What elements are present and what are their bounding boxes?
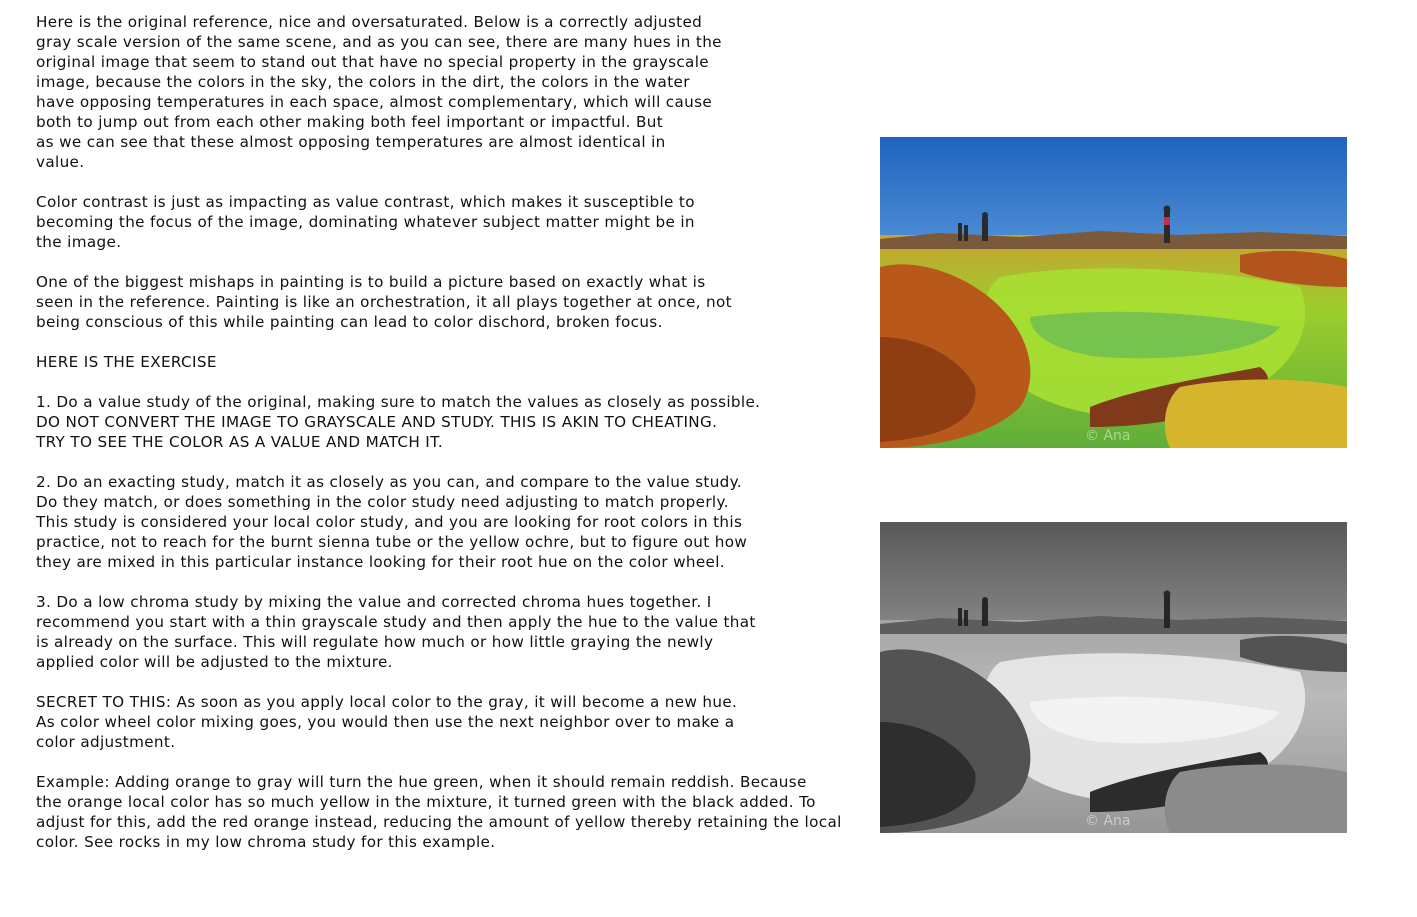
text-line: Do they match, or does something in the color study need adjusting to match properly. [36,493,729,511]
sky [880,522,1347,632]
text-line: 1. Do a value study of the original, making sure to match the values as closely as possible. [36,393,761,411]
color-reference-photo [880,137,1347,448]
text-line: seen in the reference. Painting is like an orchestration, it all plays together at once, not [36,293,732,311]
text-line: TRY TO SEE THE COLOR AS A VALUE AND MATCH IT. [36,433,444,451]
text-line: Color contrast is just as impacting as value contrast, which makes it susceptible to [36,193,695,211]
text-line: is already on the surface. This will regulate how much or how little graying the newly [36,633,714,651]
text-line: the image. [36,233,122,251]
text-line: the orange local color has so much yellow in the mixture, it turned green with the black added. To [36,793,816,811]
text-line: Here is the original reference, nice and oversaturated. Below is a correctly adjusted [36,13,703,31]
text-line: adjust for this, add the red orange instead, reducing the amount of yellow thereby retaining the local [36,813,842,831]
text-line: color. See rocks in my low chroma study for this example. [36,833,496,851]
text-line: 3. Do a low chroma study by mixing the value and corrected chroma hues together. I [36,593,712,611]
text-line: applied color will be adjusted to the mixture. [36,653,393,671]
text-line: both to jump out from each other making both feel important or impactful. But [36,113,664,131]
text-line: as we can see that these almost opposing temperatures are almost identical in [36,133,666,151]
text-line: color adjustment. [36,733,176,751]
text-line: being conscious of this while painting can lead to color dischord, broken focus. [36,313,663,331]
yellow-patch [1165,765,1347,834]
text-line: practice, not to reach for the burnt sienna tube or the yellow ochre, but to figure out how [36,533,748,551]
text-line: Example: Adding orange to gray will turn the hue green, when it should remain reddish. Because [36,773,807,791]
text-line: original image that seem to stand out that have no special property in the grayscale [36,53,709,71]
paragraph-color-contrast [36,192,866,252]
watermark: © Ana [1085,813,1131,829]
watermark: © Ana [1085,428,1131,444]
exercise-heading [36,352,866,372]
text-line: 2. Do an exacting study, match it as closely as you can, and compare to the value study. [36,473,743,491]
text-line: One of the biggest mishaps in painting is to build a picture based on exactly what is [36,273,706,291]
grayscale-reference-photo [880,522,1347,833]
text-line: HERE IS THE EXERCISE [36,353,217,371]
horizon-rocks [880,231,1347,249]
text-line: SECRET TO THIS: As soon as you apply local color to the gray, it will become a new hue. [36,693,738,711]
text-line: image, because the colors in the sky, the colors in the dirt, the colors in the water [36,73,690,91]
text-line: gray scale version of the same scene, and as you can see, there are many hues in the [36,33,722,51]
sky [880,137,1347,247]
paragraph-intro [36,12,866,172]
text-line: becoming the focus of the image, dominating whatever subject matter might be in [36,213,695,231]
article-text [36,12,866,872]
step-3 [36,592,866,672]
text-line: have opposing temperatures in each space, almost complementary, which will cause [36,93,713,111]
text-line: value. [36,153,85,171]
step-1 [36,392,866,452]
text-line: recommend you start with a thin grayscale study and then apply the hue to the value that [36,613,756,631]
paragraph-mishaps [36,272,866,332]
text-line: This study is considered your local color study, and you are looking for root colors in this [36,513,743,531]
secret-paragraph [36,692,866,752]
text-line: As color wheel color mixing goes, you would then use the next neighbor over to make a [36,713,735,731]
horizon-rocks [880,616,1347,634]
text-line: they are mixed in this particular instance looking for their root hue on the color wheel. [36,553,725,571]
text-line: DO NOT CONVERT THE IMAGE TO GRAYSCALE AND STUDY. THIS IS AKIN TO CHEATING. [36,413,718,431]
example-paragraph [36,772,866,852]
step-2 [36,472,866,572]
yellow-patch [1165,380,1347,449]
